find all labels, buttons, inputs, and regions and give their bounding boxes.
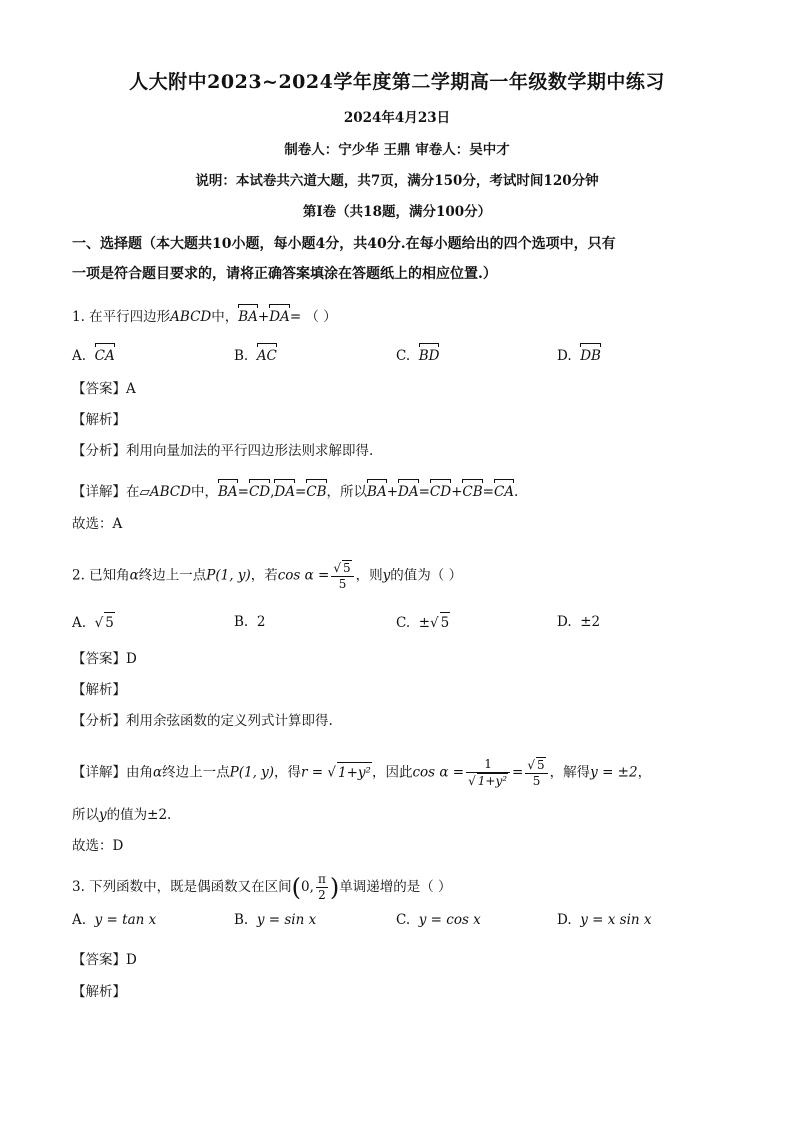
q3-jiexi: 【解析】 <box>72 984 126 1000</box>
exam-title: 人大附中2023~2024学年度第二学期高一年级数学期中练习 <box>129 71 665 93</box>
q3-option-d: D. y = x sin x <box>557 912 652 928</box>
q1-option-b: B. AC <box>234 342 277 366</box>
q3-option-c: C. y = cos x <box>396 912 481 928</box>
q2-option-b: B. 2 <box>234 614 266 630</box>
q2-answer: 【答案】D <box>72 651 137 667</box>
q1-detail: 【详解】在▱ABCD中，BA=CD,DA=CB，所以BA+DA=CD+CB=CA. <box>72 478 722 502</box>
q1-option-a: A. CA <box>72 342 115 366</box>
q1-shape: ABCD <box>170 309 212 325</box>
exam-authors: 制卷人：宁少华 王鼎 审卷人：吴中才 <box>284 142 510 158</box>
q1-prefix: 1. 在平行四边形 <box>72 309 171 325</box>
q2-choice: 故选：D <box>72 838 124 854</box>
q3-option-a: A. y = tan x <box>72 912 157 928</box>
section-heading-line2: 一项是符合题目要求的，请将正确答案填涂在答题纸上的相应位置.） <box>72 266 497 282</box>
q1-jiexi: 【解析】 <box>72 412 126 428</box>
q2-option-d: D. ±2 <box>557 614 601 630</box>
q1-eq: = （ ） <box>289 309 337 325</box>
exam-instructions: 说明：本试卷共六道大题，共7页，满分150分，考试时间120分钟 <box>195 173 599 189</box>
q2-option-c: C. ±√ 5 <box>396 612 450 633</box>
exam-date: 2024年4月23日 <box>343 110 451 126</box>
q2-jiexi: 【解析】 <box>72 682 126 698</box>
q1-option-d: D. DB <box>557 342 601 366</box>
q2-detail: 【详解】由角α终边上一点P(1, y)，得r = √ 1+y²，因此cos α = $\frac{1}{\text{√ 1+y²}}$ = $\frac{√ 5}{5}$ ，解得y = ±2， <box>72 757 652 788</box>
q2-conclusion: 所以y的值为±2. <box>72 807 172 823</box>
question-1-stem <box>72 303 722 327</box>
q1-plus: + <box>257 309 270 325</box>
question-3-stem: 3. 下列函数中，既是偶函数又在区间(0, $\frac{\pi}{2}$ )单调递增的是（ ） <box>72 872 452 902</box>
q3-answer: 【答案】D <box>72 952 137 968</box>
q3-option-b: B. y = sin x <box>234 912 317 928</box>
q1-analysis: 【分析】利用向量加法的平行四边形法则求解即得. <box>72 443 374 459</box>
q1-vector-ba: BA <box>238 303 258 327</box>
section-heading-line1: 一、选择题（本大题共10小题，每小题4分，共40分.在每小题给出的四个选项中，只有 <box>72 236 616 252</box>
q1-option-c: C. BD <box>396 342 439 366</box>
q1-mid: 中， <box>211 309 239 325</box>
q2-option-a: A. √ 5 <box>72 612 115 633</box>
question-2-stem: 2. 已知角α终边上一点P(1, y)，若cos α = $\frac{√ 5}{5}$ ，则y的值为（ ） <box>72 561 463 591</box>
q1-choice: 故选：A <box>72 516 123 532</box>
exam-volume: 第Ⅰ卷（共18题，满分100分） <box>302 204 492 220</box>
q2-analysis: 【分析】利用余弦函数的定义列式计算即得. <box>72 713 333 729</box>
q1-answer: 【答案】A <box>72 381 136 397</box>
q1-vector-da: DA <box>269 303 290 327</box>
